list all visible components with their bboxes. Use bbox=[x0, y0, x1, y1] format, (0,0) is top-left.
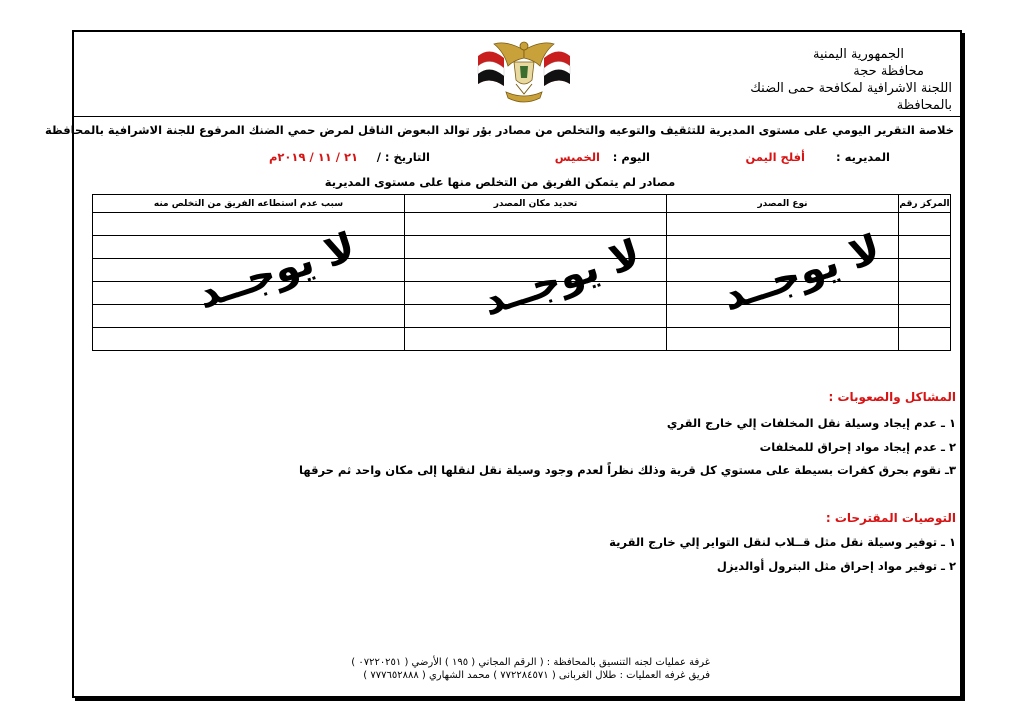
problem-item-1: ١ ـ عدم إيجاد وسيلة نقل المخلفات إلي خارج القري bbox=[666, 416, 956, 430]
day-value: الخميس bbox=[554, 150, 600, 164]
handwritten-none-reason: لا يوجــد bbox=[191, 223, 362, 319]
footer-ops-team: فريق غرفه العمليات : طلال الغربانى ( ٧٧٢٢٨٤٥٧١ ) محمد الشهاري ( ٧٧٧٦٥٢٨٨٨ ) bbox=[363, 670, 710, 681]
problem-item-3: ٣ـ نقوم بحرق كفرات بسيطة على مستوي كل قرية وذلك نظراً لعدم وجود وسيلة نقل لنقلها إلى مكان واحد ثم حرقها bbox=[299, 463, 956, 477]
district-value: أفلح اليمن bbox=[745, 150, 805, 164]
problems-heading: المشاكل والصعوبات : bbox=[828, 390, 956, 404]
header-block bbox=[692, 46, 952, 114]
table-row bbox=[93, 328, 951, 351]
handwritten-none-location: لا يوجــد bbox=[476, 230, 647, 326]
recommendation-item-2: ٢ ـ توفير مواد إحراق مثل البترول أوالديزل bbox=[716, 559, 956, 573]
yemen-emblem-icon bbox=[470, 36, 578, 110]
day-label: اليوم : bbox=[612, 150, 650, 164]
footer-ops-room: غرفة عمليات لجنه التنسيق بالمحافظة : ( الرقم المجاني ( ١٩٥ ) الأرضي ( ٠٧٢٢٠٢٥١ ) bbox=[351, 657, 710, 668]
date-label: التاريخ : / bbox=[376, 150, 430, 164]
col-source-location: تحديد مكان المصدر bbox=[405, 195, 667, 213]
problem-item-2: ٢ ـ عدم إيجاد مواد إحراق للمخلفات bbox=[759, 440, 956, 454]
header-committee: اللجنة الاشرافية لمكافحة حمى الضنك بالمحافظة bbox=[750, 81, 952, 113]
recommendation-item-1: ١ ـ توفير وسيلة نقل مثل قــلاب لنقل التواير إلي خارج القرية bbox=[609, 535, 956, 549]
table-row bbox=[93, 213, 951, 236]
report-meta bbox=[120, 150, 950, 168]
col-center-number: المركز رقم bbox=[899, 195, 951, 213]
header-governorate: محافظة حجة bbox=[853, 64, 924, 79]
report-title: خلاصة التقرير اليومي على مستوى المديرية للتثقيف والتوعيه والتخلص من مصادر بؤر توالد البعوض الناقل لمرض حمي الضنك المرفوع للجنة الاشرافية بالمحافظة bbox=[44, 123, 954, 137]
col-reason: سبب عدم استطاعه الفريق من التخلص منه bbox=[93, 195, 405, 213]
footer-contacts bbox=[330, 656, 710, 682]
table-subtitle: مصادر لم يتمكن الفريق من التخلص منها على مستوى المديرية bbox=[324, 175, 676, 189]
table-header-row bbox=[93, 195, 951, 213]
district-label: المديريه : bbox=[836, 150, 890, 164]
header-country: الجمهورية اليمنية bbox=[812, 47, 904, 62]
recommendations-heading: التوصيات المقترحات : bbox=[825, 511, 956, 525]
date-value: ٢١ / ١١ / ٢٠١٩م bbox=[268, 150, 358, 164]
header-divider bbox=[72, 116, 962, 117]
handwritten-none-source-type: لا يوجــد bbox=[716, 225, 887, 321]
col-source-type: نوع المصدر bbox=[667, 195, 899, 213]
